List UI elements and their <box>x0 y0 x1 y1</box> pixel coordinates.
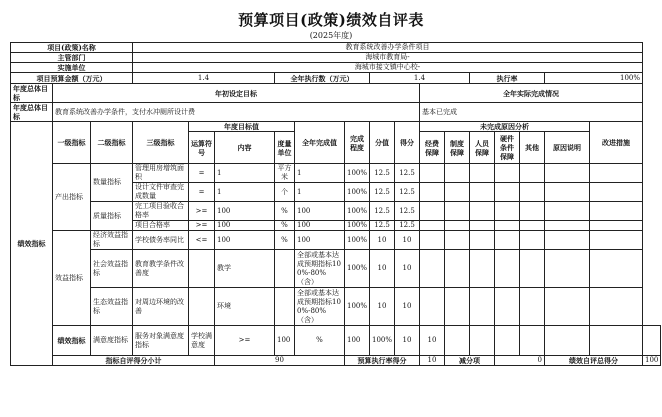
empty-cell <box>420 164 445 183</box>
done-cell: 100 <box>295 231 345 250</box>
empty-cell <box>495 231 520 250</box>
level3-cell: 管理用房增筑面积 <box>133 164 189 183</box>
row-goal-header <box>11 84 661 103</box>
empty-cell <box>520 221 545 231</box>
op-cell: >= <box>189 202 215 221</box>
empty-cell <box>445 183 470 202</box>
empty-cell <box>545 231 590 250</box>
level2-cell: 数量指标 <box>91 164 133 202</box>
unit-cell: % <box>275 202 295 221</box>
row-indicator-header-1 <box>11 122 661 132</box>
page-title: 预算项目(政策)绩效自评表 <box>238 11 424 29</box>
level2-header: 二级指标 <box>91 122 133 164</box>
op-header: 运算符号 <box>189 132 215 164</box>
reason-system-header: 制度保障 <box>445 132 470 164</box>
done-cell: 100 <box>295 221 345 231</box>
rate-label: 执行率 <box>470 73 545 84</box>
empty-cell <box>545 183 590 202</box>
level2-cell: 经济效益指标 <box>91 231 133 250</box>
degree-cell: 100% <box>345 183 370 202</box>
empty-cell <box>470 231 495 250</box>
score-cell: 12.5 <box>370 164 395 183</box>
score-cell: 10 <box>370 250 395 288</box>
degree-cell: 100% <box>345 288 370 326</box>
content-header: 内容 <box>215 132 275 164</box>
row-goal-content <box>11 103 661 122</box>
empty-cell <box>545 250 590 288</box>
dept-label: 主管部门 <box>11 53 133 63</box>
table-row <box>11 231 661 250</box>
empty-cell <box>445 250 470 288</box>
degree-cell: 100% <box>345 231 370 250</box>
level1-header: 一级指标 <box>53 122 91 164</box>
empty-cell <box>520 250 545 288</box>
content-cell: 100 <box>275 326 295 356</box>
level3-header: 三级指标 <box>133 122 189 164</box>
budget-value: 1.4 <box>133 73 275 84</box>
row-budget <box>11 73 661 84</box>
content-cell: 环境 <box>215 288 275 326</box>
score-cell: 12.5 <box>370 183 395 202</box>
content-cell: 100 <box>215 202 275 221</box>
row-unit <box>11 63 661 73</box>
deduct-label: 减分项 <box>445 356 495 366</box>
empty-cell <box>590 202 643 221</box>
subtotal-value: 90 <box>215 356 345 366</box>
reason-hardware-header: 硬件条件保障 <box>495 132 520 164</box>
performance-table <box>10 42 661 366</box>
op-cell: = <box>189 164 215 183</box>
level3-cell: 项目合格率 <box>133 221 189 231</box>
page-year: (2025年度) <box>309 31 353 40</box>
table-row <box>11 288 661 326</box>
score-cell: 10 <box>370 231 395 250</box>
empty-cell <box>545 288 590 326</box>
degree-cell: 100% <box>345 250 370 288</box>
empty-cell <box>590 288 643 326</box>
level3-cell: 学校债务率同比 <box>133 231 189 250</box>
deduct-value: 0 <box>495 356 545 366</box>
done-header: 全年完成值 <box>295 122 345 164</box>
empty-cell <box>470 250 495 288</box>
row-project-name <box>11 43 661 53</box>
got-cell: 10 <box>395 288 420 326</box>
got-cell: 12.5 <box>395 183 420 202</box>
got-cell: 10 <box>395 231 420 250</box>
unit-label: 实施单位 <box>11 63 133 73</box>
empty-cell <box>520 183 545 202</box>
content-cell: 1 <box>215 183 275 202</box>
budget-label: 项目预算金额（万元） <box>11 73 133 84</box>
score-cell: 12.5 <box>370 202 395 221</box>
empty-cell <box>420 202 445 221</box>
project-name-label: 项目(政策)名称 <box>11 43 133 53</box>
exec-score-label: 预算执行率得分 <box>345 356 420 366</box>
level3-cell: 设计文件审查完成数量 <box>133 183 189 202</box>
empty-cell <box>590 183 643 202</box>
goal-actual-header: 全年实际完成情况 <box>420 84 643 103</box>
empty-cell <box>545 221 590 231</box>
empty-cell <box>590 164 643 183</box>
goal-label-2: 年度总体目标 <box>11 103 53 122</box>
empty-cell <box>470 164 495 183</box>
empty-cell <box>520 202 545 221</box>
reason-staff-header: 人员保障 <box>470 132 495 164</box>
got-cell: 10 <box>420 326 445 356</box>
unit-cell <box>275 250 295 288</box>
level2-cell: 生态效益指标 <box>91 288 133 326</box>
empty-cell <box>590 326 643 356</box>
level3-cell: 对周边环境的改善 <box>133 288 189 326</box>
reason-other-header: 其他 <box>520 132 545 164</box>
subtotal-label: 指标自评得分小计 <box>53 356 215 366</box>
empty-cell <box>420 183 445 202</box>
empty-cell <box>495 183 520 202</box>
unit-cell: % <box>275 231 295 250</box>
table-row <box>11 164 661 183</box>
done-cell: 100 <box>295 202 345 221</box>
dept-value: 海城市教育局- <box>133 53 643 63</box>
op-cell: >= <box>215 326 275 356</box>
degree-cell: 100% <box>345 221 370 231</box>
unit-cell: 个 <box>275 183 295 202</box>
table-row <box>11 202 661 221</box>
empty-cell <box>520 231 545 250</box>
empty-cell <box>495 164 520 183</box>
empty-cell <box>470 202 495 221</box>
table-row <box>11 326 661 356</box>
empty-cell <box>470 221 495 231</box>
empty-cell <box>590 231 643 250</box>
empty-cell <box>470 183 495 202</box>
total-label: 绩效自评总得分 <box>545 356 643 366</box>
rate-value: 100% <box>545 73 643 84</box>
unit-cell: % <box>295 326 345 356</box>
goal-label: 年度总体目标 <box>11 84 53 103</box>
empty-cell <box>470 288 495 326</box>
goal-initial-text: 教育系统改善办学条件，支付水冲厕所设计费 <box>53 103 420 122</box>
reason-header: 未完成原因分析 <box>420 122 590 132</box>
got-cell: 12.5 <box>395 202 420 221</box>
unit-cell: % <box>275 221 295 231</box>
got-cell: 12.5 <box>395 164 420 183</box>
score-cell: 12.5 <box>370 221 395 231</box>
exec-score-value: 10 <box>420 356 445 366</box>
empty-cell <box>520 326 545 356</box>
empty-cell <box>545 326 590 356</box>
target-header: 年度目标值 <box>189 122 295 132</box>
got-cell: 10 <box>395 250 420 288</box>
empty-cell <box>495 288 520 326</box>
got-cell: 12.5 <box>395 221 420 231</box>
op-cell: = <box>189 183 215 202</box>
reason-funds-header: 经费保障 <box>420 132 445 164</box>
done-cell: 全部或基本达成预期指标100%-80%（含） <box>295 288 345 326</box>
empty-cell <box>545 164 590 183</box>
empty-cell <box>590 221 643 231</box>
empty-cell <box>545 202 590 221</box>
empty-cell <box>520 164 545 183</box>
empty-cell <box>445 202 470 221</box>
unit-header: 度量单位 <box>275 132 295 164</box>
empty-cell <box>445 326 470 356</box>
score-cell: 10 <box>395 326 420 356</box>
empty-cell <box>590 250 643 288</box>
empty-cell <box>520 288 545 326</box>
empty-cell <box>445 164 470 183</box>
project-name-value: 教育系统改善办学条件项目 <box>133 43 643 53</box>
level3-cell: 完工项目验收合格率 <box>133 202 189 221</box>
row-footer <box>11 356 661 366</box>
degree-header: 完成程度 <box>345 122 370 164</box>
done-cell: 100 <box>345 326 370 356</box>
exec-label: 全年执行数（万元） <box>275 73 370 84</box>
table-row <box>11 250 661 288</box>
degree-cell: 100% <box>370 326 395 356</box>
goal-actual-text: 基本已完成 <box>420 103 643 122</box>
degree-cell: 100% <box>345 164 370 183</box>
empty-cell <box>445 231 470 250</box>
content-cell: 1 <box>215 164 275 183</box>
score-header: 分值 <box>370 122 395 164</box>
level3-cell: 学校满意度 <box>189 326 215 356</box>
empty-cell <box>470 326 495 356</box>
empty-cell <box>495 326 520 356</box>
perf-label: 绩效指标 <box>11 122 53 366</box>
done-cell: 1 <box>295 183 345 202</box>
goal-initial-header: 年初设定目标 <box>53 84 420 103</box>
empty-cell <box>495 250 520 288</box>
content-cell: 100 <box>215 231 275 250</box>
level3-cell: 教育教学条件改善度 <box>133 250 189 288</box>
done-cell: 全部或基本达成预期指标100%-80%（含） <box>295 250 345 288</box>
level2-cell: 质量指标 <box>91 202 133 231</box>
total-value: 100 <box>643 356 661 366</box>
unit-value: 海城市接文镇中心校- <box>133 63 643 73</box>
empty-cell <box>420 221 445 231</box>
level1-cell: 产出指标 <box>53 164 91 231</box>
measures-header: 改进措施 <box>590 122 643 164</box>
unit-cell <box>275 288 295 326</box>
op-cell: <= <box>189 231 215 250</box>
empty-cell <box>495 221 520 231</box>
empty-cell <box>420 288 445 326</box>
level1-cell: 效益指标 <box>53 231 91 326</box>
empty-cell <box>445 221 470 231</box>
empty-cell <box>445 288 470 326</box>
empty-cell <box>643 326 661 356</box>
row-dept <box>11 53 661 63</box>
done-cell: 1 <box>295 164 345 183</box>
level1-cell: 满意度指标 <box>91 326 133 356</box>
reason-desc-header: 原因说明 <box>545 132 590 164</box>
degree-cell: 100% <box>345 202 370 221</box>
op-cell: >= <box>189 221 215 231</box>
content-cell: 100 <box>215 221 275 231</box>
score-cell: 10 <box>370 288 395 326</box>
op-cell <box>189 288 215 326</box>
unit-cell: 平方米 <box>275 164 295 183</box>
level2-cell: 服务对象满意度指标 <box>133 326 189 356</box>
got-header: 得分 <box>395 122 420 164</box>
perf-label-satisfaction: 绩效指标 <box>53 326 91 356</box>
exec-value: 1.4 <box>370 73 470 84</box>
op-cell <box>189 250 215 288</box>
empty-cell <box>495 202 520 221</box>
content-cell: 教学 <box>215 250 275 288</box>
empty-cell <box>420 231 445 250</box>
empty-cell <box>420 250 445 288</box>
level2-cell: 社会效益指标 <box>91 250 133 288</box>
